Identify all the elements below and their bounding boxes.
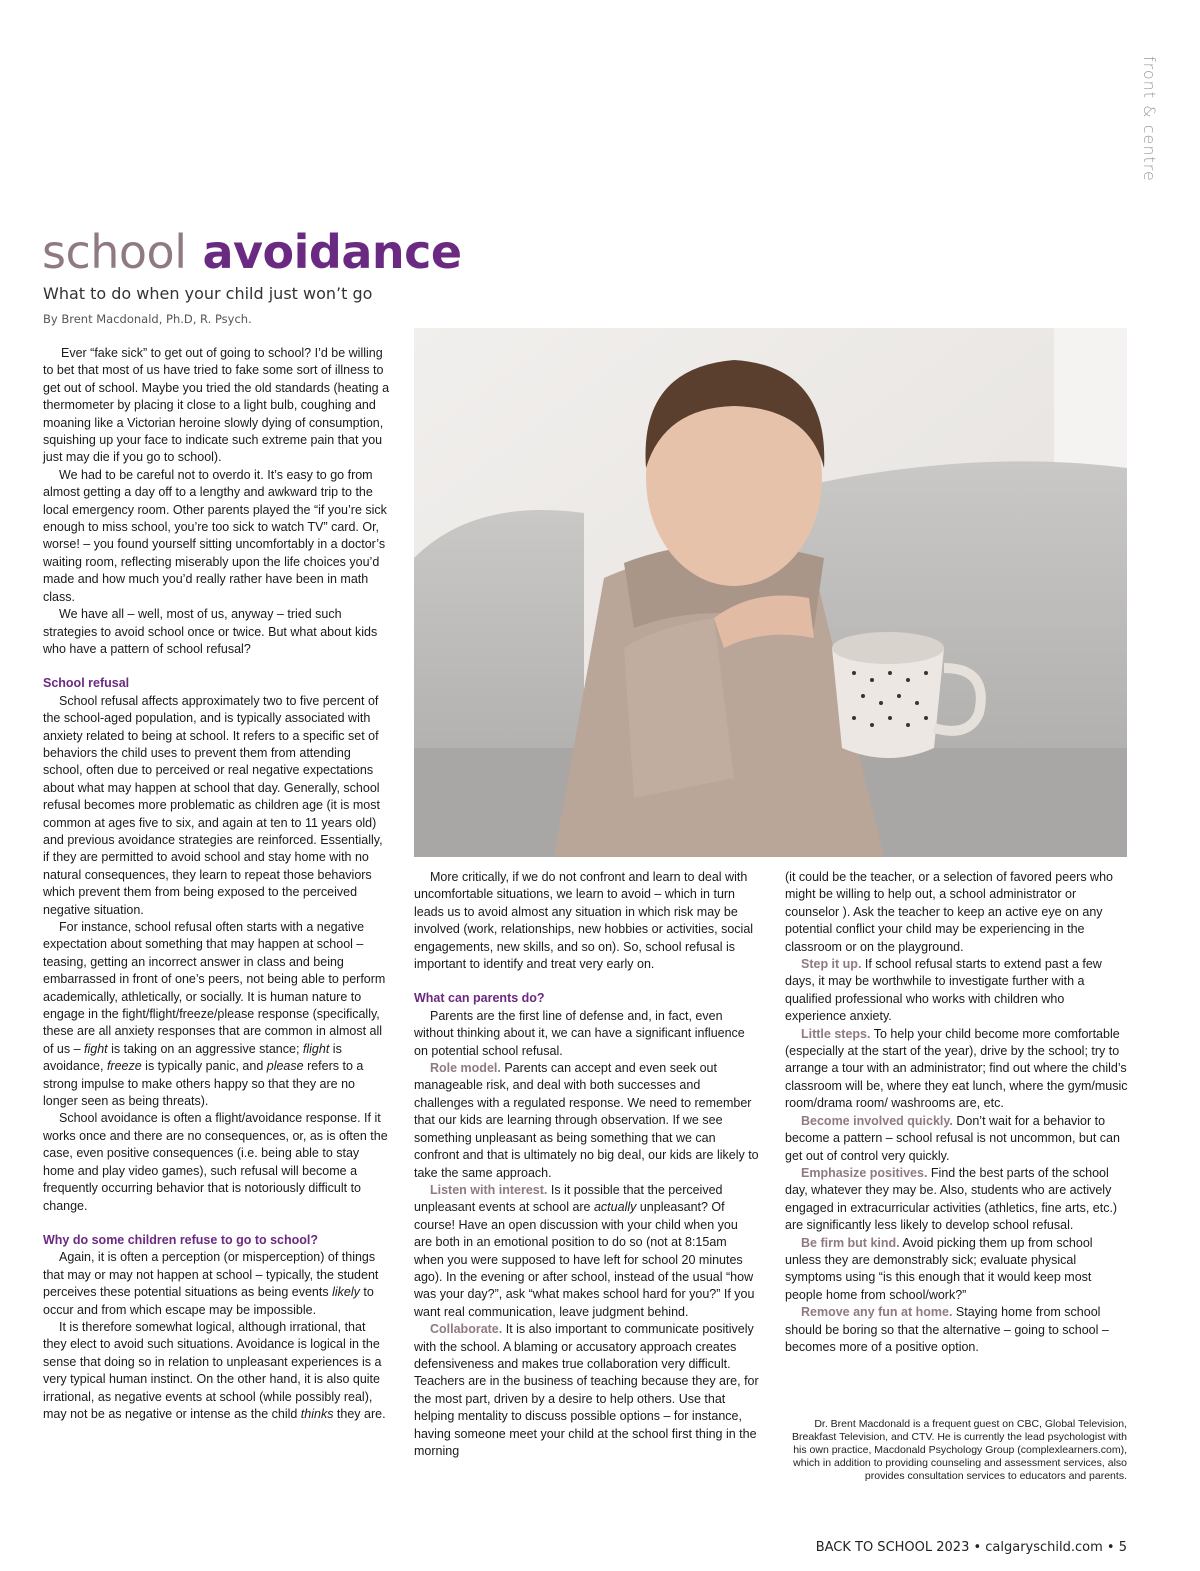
paragraph: Emphasize positives. Find the best parts of the school day, whatever they may be. Also, students who are actively engaged in extracurricular activities (athletics, fine arts, etc.) are significantly less likely to develop school refusal. <box>785 1165 1118 1233</box>
column-3 <box>785 869 1128 1356</box>
paragraph: Remove any fun at home. Staying home from school should be boring so that the alternative – going to school – becomes more of a positive option. <box>785 1305 1109 1354</box>
paragraph: More critically, if we do not confront and learn to deal with uncomfortable situations, we learn to avoid – which in turn leads us to avoid almost any situation in which risk may be involved (work, relationships, new hobbies or activities, social engagements, new skills, and so on). So, school refusal is important to identify and treat very early on. <box>414 870 754 972</box>
tip-lead: Collaborate. <box>430 1322 503 1337</box>
paragraph: For instance, school refusal often starts with a negative expectation about something that may happen at school – teasing, getting an incorrect answer in class and being embarrassed in front of one’s peers, not being able to perform academically, athletically, or socially. It is human nature to engage in the fight/flight/freeze/please response (specifically, these are all anxiety responses that are common in almost all of us – fight is taking on an aggressive stance; flight is avoidance, freeze is typically panic, and please refers to a strong impulse to make others happy so that they are no longer seen as being threats). <box>43 920 386 1109</box>
section-heading-why: Why do some children refuse to go to school? <box>43 1232 319 1247</box>
paragraph: Parents are the first line of defense and, in fact, even without thinking about it, we can have a significant influence on potential school refusal. <box>414 1008 745 1058</box>
paragraph: Become involved quickly. Don’t wait for a behavior to become a pattern – school refusal is not uncommon, but can get out of control very quickly. <box>785 1113 1120 1163</box>
title-bold: avoidance <box>202 225 462 279</box>
tip-lead: Be firm but kind. <box>801 1235 900 1250</box>
paragraph: It is therefore somewhat logical, although irrational, that they elect to avoid such situations. Avoidance is logical in the sense that doing so in relation to unpleasant experiences is a very typical human instinct. On the other hand, it is also quite irrational, as negative events at school (while possibly real), may not be as negative or intense as the child thinks they are. <box>43 1319 386 1421</box>
section-heading-parents: What can parents do? <box>414 991 545 1006</box>
tip-lead: Little steps. <box>801 1026 871 1041</box>
paragraph: Again, it is often a perception (or misperception) of things that may or may not happen at school – typically, the student perceives these potential situations as being events likely to occur and from which escape may be impossible. <box>43 1250 379 1317</box>
paragraph: Listen with interest. Is it possible that the perceived unpleasant events at school are actually unpleasant? Of course! Have an open discussion with your child when you are both in an emotional position to do so (not at 8:15am when you were supposed to have left for school 20 minutes ago). In the evening or after school, instead of the usual “how was your day?”, ask “what makes school hard for you?” If you want real communication, leave judgment behind. <box>414 1182 755 1319</box>
paragraph: School refusal affects approximately two to five percent of the school-aged population, and is typically associated with anxiety related to being at school. It refers to a specific set of behaviors the child uses to prevent them from attending school, often due to perceived or real negative expectations about what may happen at school that day. Generally, school refusal becomes more problematic as children age (it is most common at ages five to six, and again at ten to 11 years old) and previous avoidance strategies are reinforced. Essentially, if they are permitted to avoid school and stay home with no natural consequences, they learn to repeat those behaviors which prevent them from being exposed to the perceived negative situation. <box>43 693 383 917</box>
tip-lead: Emphasize positives. <box>801 1165 928 1180</box>
paragraph: (it could be the teacher, or a selection of favored peers who might be willing to help out, a school administrator or counselor ). Ask the teacher to keep an active eye on any potential conflict your child may be experiencing in the classroom or on the playground. <box>785 870 1113 954</box>
article-photo <box>414 328 1127 857</box>
paragraph: Step it up. If school refusal starts to extend past a few days, it may be worthwhile to investigate further with a qualified professional who works with children who experience anxiety. <box>785 957 1102 1024</box>
page-footer: BACK TO SCHOOL 2023 • calgaryschild.com • 5 <box>815 1540 1127 1555</box>
paragraph: School avoidance is often a flight/avoidance response. If it works once and there are no consequences, or, as is often the case, even positive consequences (i.e. being able to stay home and play video games), such refusal will become a frequently occurring behavior that is notoriously difficult to change. <box>43 1111 388 1213</box>
paragraph: Be firm but kind. Avoid picking them up from school unless they are demonstrably sick; evaluate physical symptoms using “is this enough that it would keep most people home from school/work?” <box>785 1235 1093 1302</box>
column-1 <box>43 345 390 1423</box>
column-2 <box>414 869 759 1460</box>
tip-lead: Step it up. <box>801 957 862 972</box>
paragraph: We have all – well, most of us, anyway – tried such strategies to avoid school once or twice. But what about kids who have a pattern of school refusal? <box>43 607 378 656</box>
paragraph: Collaborate. It is also important to communicate positively with the school. A blaming or accusatory approach creates defensiveness and makes true collaboration very difficult. Teachers are in the business of teaching because they are, for the most part, driven by a desire to help others. Use that helping mentality to discuss possible options – for instance, having someone meet your child at the school first thing in the morning <box>414 1322 759 1458</box>
tip-lead: Listen with interest. <box>430 1182 548 1197</box>
paragraph: We had to be careful not to overdo it. It’s easy to go from almost getting a day off to a lengthy and awkward trip to the local emergency room. Other parents played the “if you’re sick enough to miss school, you’re too sick to watch TV” card. Or, worse! – you found yourself sitting uncomfortably in a doctor’s waiting room, reflecting miserably upon the life choices you’d made and how much you’d really rather have been in math class. <box>43 467 387 604</box>
section-heading-school-refusal: School refusal <box>43 676 130 691</box>
section-tag: front & centre <box>1140 56 1159 182</box>
tip-lead: Become involved quickly. <box>801 1113 953 1128</box>
tip-lead: Remove any fun at home. <box>801 1305 953 1320</box>
title-light: school <box>42 225 187 279</box>
article-title <box>42 222 742 282</box>
paragraph: Role model. Parents can accept and even seek out manageable risk, and deal with both successes and challenges with a regulated response. We need to remember that our kids are learning through observation. If we see something unpleasant as being something that we can confront and that is ultimately no big deal, our kids are likely to take the same approach. <box>414 1061 759 1180</box>
paragraph: Little steps. To help your child become more comfortable (especially at the start of the year), drive by the school; try to arrange a tour with an administrator; find out where the child’s classroom will be, where they eat lunch, where the gym/music room/drama room/ washrooms are, etc. <box>785 1026 1128 1111</box>
tip-lead: Role model. <box>430 1061 501 1076</box>
author-bio: Dr. Brent Macdonald is a frequent guest on CBC, Global Television, Breakfast Television, and CTV. He is currently the lead psychologist with his own practice, Macdonald Psychology Group (complexlearners.com), which in addition to providing counseling and assessment services, also provides consultation services to educators and parents. <box>791 1418 1127 1482</box>
article-subtitle: What to do when your child just won’t go <box>43 284 373 303</box>
article-byline: By Brent Macdonald, Ph.D, R. Psych. <box>43 312 252 326</box>
paragraph: Ever “fake sick” to get out of going to school? I’d be willing to bet that most of us have tried to fake some sort of illness to get out of school. Maybe you tried the old standards (heating a thermometer by placing it close to a light bulb, coughing and moaning like a Victorian heroine slowly dying of consumption, squishing up your face to indicate such extreme pain that you just may die if you go to school). <box>43 346 390 465</box>
